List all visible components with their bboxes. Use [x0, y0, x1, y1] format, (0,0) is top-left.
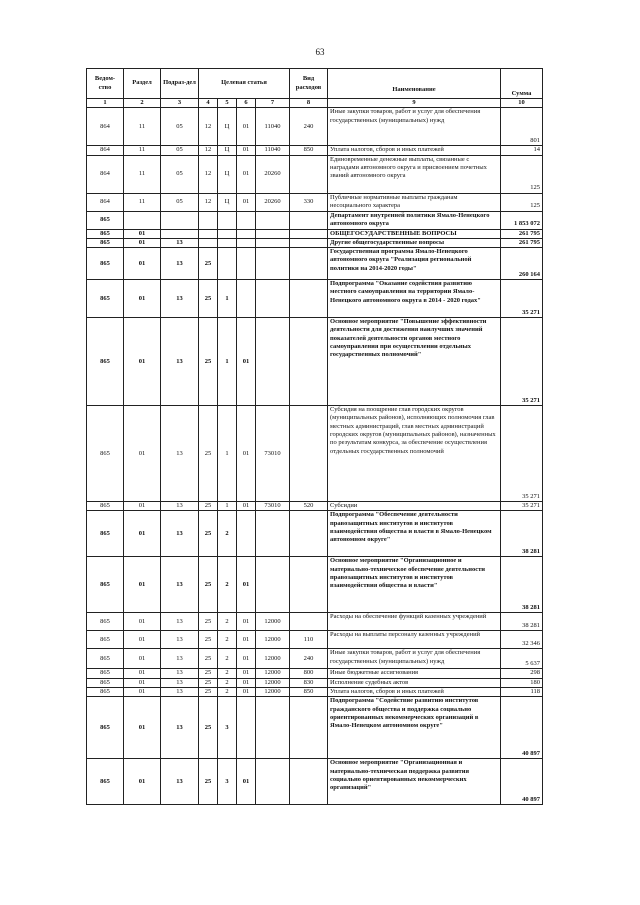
- row-target-2: 2: [218, 678, 237, 687]
- row-subsection: 13: [161, 511, 199, 557]
- row-target-3: 01: [237, 318, 256, 406]
- row-sum: 38 281: [501, 511, 543, 557]
- header-sum: Сумма: [501, 69, 543, 99]
- row-subsection: 13: [161, 669, 199, 678]
- row-target-2: 2: [218, 649, 237, 669]
- row-sum: 32 346: [501, 631, 543, 649]
- row-section: 01: [124, 613, 161, 631]
- row-target-4: [256, 759, 290, 805]
- row-expense-type: [290, 557, 328, 613]
- row-target-2: 2: [218, 613, 237, 631]
- col-num: 7: [256, 99, 290, 108]
- table-row: [87, 759, 543, 805]
- row-section: 11: [124, 193, 161, 211]
- row-subsection: 05: [161, 193, 199, 211]
- row-sum: 35 271: [501, 280, 543, 318]
- row-target-3: 01: [237, 678, 256, 687]
- row-target-1: [199, 238, 218, 247]
- row-target-1: 12: [199, 193, 218, 211]
- col-num: 3: [161, 99, 199, 108]
- row-target-1: 25: [199, 511, 218, 557]
- row-name: Иные бюджетные ассигнования: [328, 669, 501, 678]
- table-row: [87, 557, 543, 613]
- row-section: 01: [124, 631, 161, 649]
- row-target-2: Ц: [218, 193, 237, 211]
- row-section: 01: [124, 678, 161, 687]
- row-sum: 298: [501, 669, 543, 678]
- row-section: 01: [124, 557, 161, 613]
- row-subsection: 13: [161, 759, 199, 805]
- row-target-2: [218, 248, 237, 280]
- row-expense-type: [290, 155, 328, 193]
- row-sum: 38 281: [501, 613, 543, 631]
- row-dept: 865: [87, 248, 124, 280]
- table-row: [87, 631, 543, 649]
- row-expense-type: 240: [290, 649, 328, 669]
- row-target-4: [256, 511, 290, 557]
- row-section: 11: [124, 155, 161, 193]
- row-section: 01: [124, 238, 161, 247]
- row-section: 01: [124, 248, 161, 280]
- table-row: [87, 669, 543, 678]
- table-row: [87, 248, 543, 280]
- row-target-4: [256, 280, 290, 318]
- row-target-1: 25: [199, 280, 218, 318]
- row-target-1: 25: [199, 759, 218, 805]
- row-expense-type: [290, 211, 328, 229]
- row-name: Подпрограмма "Обеспечение деятельности правозащитных институтов и институтов взаимодействия общества и власти в Ямало-Ненецком автономном округе": [328, 511, 501, 557]
- row-section: 11: [124, 108, 161, 146]
- row-target-2: Ц: [218, 155, 237, 193]
- row-sum: 261 795: [501, 229, 543, 238]
- row-section: 01: [124, 759, 161, 805]
- row-target-1: 25: [199, 406, 218, 502]
- row-target-2: 1: [218, 502, 237, 511]
- col-num: 2: [124, 99, 161, 108]
- row-dept: 865: [87, 688, 124, 697]
- row-expense-type: [290, 248, 328, 280]
- row-name: Исполнение судебных актов: [328, 678, 501, 687]
- budget-table: [86, 68, 543, 805]
- row-target-3: [237, 211, 256, 229]
- row-target-4: [256, 318, 290, 406]
- col-num: 1: [87, 99, 124, 108]
- header-expense-type: Вид расходов: [290, 69, 328, 99]
- row-name: Основное мероприятие "Организационная и материально-техническая поддержка развития социально ориентированных некоммерческих организаций": [328, 759, 501, 805]
- row-section: 01: [124, 280, 161, 318]
- row-subsection: [161, 211, 199, 229]
- row-sum: 118: [501, 688, 543, 697]
- row-expense-type: 850: [290, 146, 328, 155]
- row-subsection: 05: [161, 108, 199, 146]
- row-subsection: 13: [161, 649, 199, 669]
- row-dept: 864: [87, 146, 124, 155]
- row-expense-type: [290, 697, 328, 759]
- row-target-4: [256, 238, 290, 247]
- table-row: [87, 697, 543, 759]
- row-target-2: 2: [218, 511, 237, 557]
- row-name: Расходы на выплаты персоналу казенных учреждений: [328, 631, 501, 649]
- row-sum: 5 637: [501, 649, 543, 669]
- row-name: Подпрограмма "Оказание содействия развитию местного самоуправления на территории Ямало-Ненецкого автономного округа в 2014 - 2020 годах": [328, 280, 501, 318]
- row-target-1: 25: [199, 688, 218, 697]
- row-target-4: [256, 557, 290, 613]
- table-row: [87, 211, 543, 229]
- row-dept: 865: [87, 211, 124, 229]
- col-num: 5: [218, 99, 237, 108]
- row-target-3: [237, 229, 256, 238]
- row-expense-type: [290, 613, 328, 631]
- row-expense-type: 110: [290, 631, 328, 649]
- row-target-4: 12000: [256, 649, 290, 669]
- row-target-3: 01: [237, 108, 256, 146]
- row-sum: 125: [501, 155, 543, 193]
- row-subsection: 13: [161, 406, 199, 502]
- row-subsection: 13: [161, 697, 199, 759]
- row-target-2: 2: [218, 631, 237, 649]
- row-target-4: [256, 697, 290, 759]
- row-dept: 864: [87, 155, 124, 193]
- row-name: Другие общегосударственные вопросы: [328, 238, 501, 247]
- col-num: 9: [328, 99, 501, 108]
- row-target-3: 01: [237, 669, 256, 678]
- row-sum: 1 853 072: [501, 211, 543, 229]
- row-section: 01: [124, 318, 161, 406]
- row-sum: 125: [501, 193, 543, 211]
- row-target-2: 2: [218, 688, 237, 697]
- row-dept: 865: [87, 229, 124, 238]
- table-row: [87, 318, 543, 406]
- row-dept: 865: [87, 557, 124, 613]
- row-expense-type: [290, 229, 328, 238]
- row-target-2: [218, 229, 237, 238]
- row-sum: 801: [501, 108, 543, 146]
- row-target-2: 2: [218, 669, 237, 678]
- row-subsection: 05: [161, 155, 199, 193]
- row-dept: 865: [87, 697, 124, 759]
- row-target-2: 1: [218, 406, 237, 502]
- row-target-3: 01: [237, 193, 256, 211]
- row-target-4: 20260: [256, 155, 290, 193]
- row-target-1: 25: [199, 502, 218, 511]
- row-sum: 261 795: [501, 238, 543, 247]
- header-section: Раздел: [124, 69, 161, 99]
- row-subsection: 13: [161, 248, 199, 280]
- row-subsection: 13: [161, 280, 199, 318]
- row-dept: 865: [87, 502, 124, 511]
- row-target-4: 73010: [256, 502, 290, 511]
- row-target-3: 01: [237, 613, 256, 631]
- row-section: 01: [124, 697, 161, 759]
- row-target-4: [256, 229, 290, 238]
- row-sum: 38 281: [501, 557, 543, 613]
- row-expense-type: [290, 406, 328, 502]
- row-target-4: 12000: [256, 669, 290, 678]
- row-target-1: 12: [199, 108, 218, 146]
- row-target-3: [237, 697, 256, 759]
- row-target-4: 12000: [256, 631, 290, 649]
- row-dept: 864: [87, 108, 124, 146]
- row-sum: 180: [501, 678, 543, 687]
- row-target-1: 12: [199, 155, 218, 193]
- row-sum: 35 271: [501, 502, 543, 511]
- row-subsection: 13: [161, 631, 199, 649]
- row-dept: 865: [87, 678, 124, 687]
- row-expense-type: [290, 511, 328, 557]
- header-subsection: Подраз-дел: [161, 69, 199, 99]
- col-num: 10: [501, 99, 543, 108]
- row-expense-type: [290, 238, 328, 247]
- row-expense-type: [290, 280, 328, 318]
- row-target-1: 25: [199, 649, 218, 669]
- col-num: 6: [237, 99, 256, 108]
- row-target-3: [237, 511, 256, 557]
- header-row: [87, 69, 543, 99]
- row-dept: 865: [87, 669, 124, 678]
- row-section: 01: [124, 229, 161, 238]
- row-dept: 865: [87, 406, 124, 502]
- row-dept: 865: [87, 238, 124, 247]
- row-subsection: 05: [161, 146, 199, 155]
- row-target-4: 73010: [256, 406, 290, 502]
- row-subsection: 13: [161, 502, 199, 511]
- row-target-1: 25: [199, 318, 218, 406]
- row-target-1: 25: [199, 669, 218, 678]
- row-sum: 35 271: [501, 406, 543, 502]
- row-dept: 865: [87, 631, 124, 649]
- row-name: Иные закупки товаров, работ и услуг для обеспечения государственных (муниципальных) нужд: [328, 649, 501, 669]
- row-target-2: 3: [218, 759, 237, 805]
- row-target-4: 11040: [256, 108, 290, 146]
- row-target-4: 11040: [256, 146, 290, 155]
- row-subsection: 13: [161, 678, 199, 687]
- row-target-2: 3: [218, 697, 237, 759]
- column-number-row: [87, 99, 543, 108]
- row-sum: 14: [501, 146, 543, 155]
- row-name: Основное мероприятие "Повышение эффективности деятельности для достижения наилучших значений показателей деятельности органов местного самоуправления при осуществлении отдельных государственных полномочий": [328, 318, 501, 406]
- row-section: 01: [124, 502, 161, 511]
- row-name: Подпрограмма "Содействие развитию институтов гражданского общества и поддержка социально ориентированных некоммерческих организаций в Ямало-Ненецком автономном округе": [328, 697, 501, 759]
- row-target-2: [218, 211, 237, 229]
- row-dept: 865: [87, 318, 124, 406]
- row-name: Основное мероприятие "Организационное и материально-техническое обеспечение деятельности правозащитных институтов и институтов взаимодействия общества и власти": [328, 557, 501, 613]
- row-target-4: 12000: [256, 613, 290, 631]
- row-sum: 40 897: [501, 697, 543, 759]
- row-target-1: 25: [199, 613, 218, 631]
- row-target-3: 01: [237, 759, 256, 805]
- row-section: 01: [124, 649, 161, 669]
- row-expense-type: 800: [290, 669, 328, 678]
- row-subsection: 13: [161, 557, 199, 613]
- row-name: Единовременные денежные выплаты, связанные с наградами автономного округа и присвоением почетных званий автономного округа: [328, 155, 501, 193]
- row-expense-type: 240: [290, 108, 328, 146]
- row-dept: 864: [87, 193, 124, 211]
- row-target-4: [256, 248, 290, 280]
- row-target-3: 01: [237, 406, 256, 502]
- row-target-3: 01: [237, 688, 256, 697]
- row-dept: 865: [87, 759, 124, 805]
- row-target-1: 25: [199, 678, 218, 687]
- row-expense-type: 830: [290, 678, 328, 687]
- table-row: [87, 193, 543, 211]
- row-target-3: 01: [237, 502, 256, 511]
- row-target-1: 25: [199, 631, 218, 649]
- row-target-3: 01: [237, 155, 256, 193]
- table-row: [87, 613, 543, 631]
- row-target-3: 01: [237, 631, 256, 649]
- row-section: 11: [124, 146, 161, 155]
- row-name: Расходы на обеспечение функций казенных учреждений: [328, 613, 501, 631]
- row-name: Уплата налогов, сборов и иных платежей: [328, 688, 501, 697]
- row-section: [124, 211, 161, 229]
- row-target-4: 20260: [256, 193, 290, 211]
- row-name: Публичные нормативные выплаты гражданам несоциального характера: [328, 193, 501, 211]
- row-target-2: [218, 238, 237, 247]
- row-sum: 260 164: [501, 248, 543, 280]
- row-expense-type: [290, 759, 328, 805]
- row-section: 01: [124, 688, 161, 697]
- row-target-1: 25: [199, 248, 218, 280]
- header-dept: Ведом-ство: [87, 69, 124, 99]
- page-number: 63: [315, 47, 325, 57]
- row-section: 01: [124, 406, 161, 502]
- row-target-2: Ц: [218, 108, 237, 146]
- row-target-2: 1: [218, 280, 237, 318]
- row-subsection: 13: [161, 238, 199, 247]
- table-row: [87, 649, 543, 669]
- row-target-3: 01: [237, 649, 256, 669]
- row-subsection: 13: [161, 688, 199, 697]
- col-num: 4: [199, 99, 218, 108]
- col-num: 8: [290, 99, 328, 108]
- row-expense-type: 330: [290, 193, 328, 211]
- row-sum: 40 897: [501, 759, 543, 805]
- row-expense-type: [290, 318, 328, 406]
- row-target-3: 01: [237, 146, 256, 155]
- row-expense-type: 850: [290, 688, 328, 697]
- row-target-2: 1: [218, 318, 237, 406]
- table-row: [87, 229, 543, 238]
- table-row: [87, 688, 543, 697]
- row-expense-type: 520: [290, 502, 328, 511]
- row-name: Субсидии: [328, 502, 501, 511]
- row-target-4: [256, 211, 290, 229]
- table-row: [87, 238, 543, 247]
- row-target-3: [237, 248, 256, 280]
- row-target-4: 12000: [256, 678, 290, 687]
- row-target-1: 25: [199, 697, 218, 759]
- row-name: Иные закупки товаров, работ и услуг для обеспечения государственных (муниципальных) нужд: [328, 108, 501, 146]
- header-target: Целевая статья: [199, 69, 290, 99]
- row-name: ОБЩЕГОСУДАРСТВЕННЫЕ ВОПРОСЫ: [328, 229, 501, 238]
- row-target-1: 25: [199, 557, 218, 613]
- row-dept: 865: [87, 511, 124, 557]
- row-target-3: [237, 280, 256, 318]
- table-row: [87, 502, 543, 511]
- row-target-3: [237, 238, 256, 247]
- row-dept: 865: [87, 613, 124, 631]
- row-subsection: 13: [161, 318, 199, 406]
- table-row: [87, 280, 543, 318]
- row-subsection: 13: [161, 613, 199, 631]
- row-target-3: 01: [237, 557, 256, 613]
- table-row: [87, 146, 543, 155]
- row-target-2: 2: [218, 557, 237, 613]
- row-dept: 865: [87, 280, 124, 318]
- row-section: 01: [124, 669, 161, 678]
- row-dept: 865: [87, 649, 124, 669]
- row-target-1: [199, 211, 218, 229]
- row-section: 01: [124, 511, 161, 557]
- row-name: Департамент внутренней политики Ямало-Ненецкого автономного округа: [328, 211, 501, 229]
- row-target-1: 12: [199, 146, 218, 155]
- table-row: [87, 155, 543, 193]
- row-target-4: 12000: [256, 688, 290, 697]
- row-target-1: [199, 229, 218, 238]
- row-subsection: [161, 229, 199, 238]
- row-name: Субсидия на поощрение глав городских округов (муниципальных районов), исполняющих полномочия глав местных администраций, глав местных администраций городских округов (муниципальных районов), назначенных по результатам конкурса, за обеспечение осуществления отдельных государственных полномочий: [328, 406, 501, 502]
- row-target-2: Ц: [218, 146, 237, 155]
- table-row: [87, 406, 543, 502]
- row-name: Уплата налогов, сборов и иных платежей: [328, 146, 501, 155]
- table-row: [87, 678, 543, 687]
- table-row: [87, 108, 543, 146]
- row-sum: 35 271: [501, 318, 543, 406]
- header-name: Наименование: [328, 69, 501, 99]
- table-row: [87, 511, 543, 557]
- row-name: Государственная программа Ямало-Ненецкого автономного округа "Реализация региональной политики на 2014-2020 годы": [328, 248, 501, 280]
